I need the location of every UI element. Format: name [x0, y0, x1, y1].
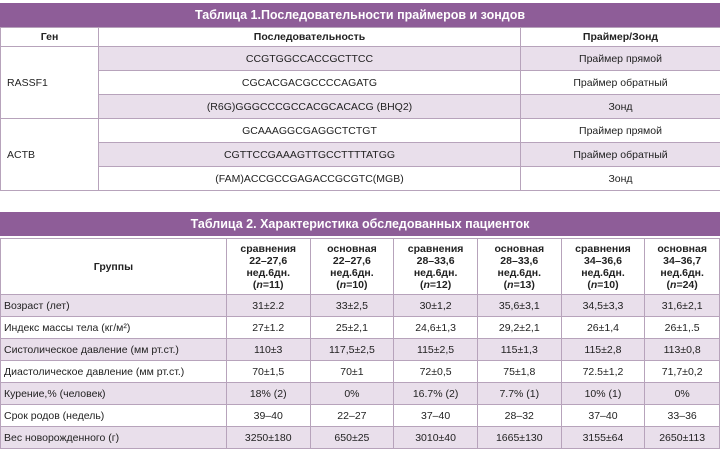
- value-cell: 33±2,5: [310, 295, 394, 317]
- type-cell: Праймер прямой: [521, 47, 720, 71]
- value-cell: 1665±130: [477, 427, 561, 449]
- row-label: Систолическое давление (мм рт.ст.): [1, 339, 227, 361]
- value-cell: 39–40: [226, 405, 310, 427]
- group-range: 28–33,6: [416, 254, 455, 267]
- value-cell: 10% (1): [561, 383, 645, 405]
- value-cell: 2650±113: [645, 427, 720, 449]
- value-cell: 31±2.2: [226, 295, 310, 317]
- value-cell: 71,7±0,2: [645, 361, 720, 383]
- group-range: 34–36,7: [663, 254, 702, 267]
- value-cell: 30±1,2: [394, 295, 478, 317]
- header-groups: Группы: [1, 239, 227, 295]
- table2-title: Таблица 2. Характеристика обследованных пациенток: [0, 212, 720, 236]
- type-cell: Праймер обратный: [521, 71, 720, 95]
- group-count-label: n: [670, 278, 677, 291]
- group-count-value: =10: [346, 278, 365, 291]
- type-cell: Праймер прямой: [521, 119, 720, 143]
- group-count-value: =11: [262, 278, 281, 291]
- sequence-cell: GCAAAGGCGAGGCTCTGT: [99, 119, 521, 143]
- group-name: основная: [657, 242, 707, 255]
- group-name: сравнения: [407, 242, 464, 255]
- row-label: Индекс массы тела (кг/м²): [1, 317, 227, 339]
- table2-header-row: [1, 239, 720, 295]
- value-cell: 3155±64: [561, 427, 645, 449]
- group-count-value: =13: [513, 278, 532, 291]
- value-cell: 0%: [310, 383, 394, 405]
- gene-name: ACTB: [1, 119, 99, 191]
- sequence-cell: CGCACGACGCCCCAGATG: [99, 71, 521, 95]
- table-row: [1, 427, 720, 449]
- value-cell: 37–40: [561, 405, 645, 427]
- table-row: [1, 361, 720, 383]
- group-count-label: n: [590, 278, 598, 291]
- value-cell: 16.7% (2): [394, 383, 478, 405]
- table-row: [1, 295, 720, 317]
- table1-title: Таблица 1.Последовательности праймеров и зондов: [0, 3, 720, 27]
- type-cell: Зонд: [521, 167, 720, 191]
- value-cell: 70±1,5: [226, 361, 310, 383]
- value-cell: 115±2,8: [561, 339, 645, 361]
- value-cell: 26±1,4: [561, 317, 645, 339]
- group-range: 34–36,6: [583, 254, 622, 267]
- group-count: (n=24): [666, 278, 698, 291]
- value-cell: 115±2,5: [394, 339, 478, 361]
- value-cell: 34,5±3,3: [561, 295, 645, 317]
- value-cell: 18% (2): [226, 383, 310, 405]
- value-cell: 115±1,3: [477, 339, 561, 361]
- group-unit: нед.6дн.: [330, 266, 374, 279]
- header-sequence: Последовательность: [99, 28, 521, 47]
- value-cell: 28–32: [477, 405, 561, 427]
- value-cell: 3250±180: [226, 427, 310, 449]
- value-cell: 72.5±1,2: [561, 361, 645, 383]
- value-cell: 117,5±2,5: [310, 339, 394, 361]
- group-column-header: [394, 239, 478, 295]
- value-cell: 26±1,.5: [645, 317, 720, 339]
- group-count-label: n: [507, 278, 514, 291]
- value-cell: 31,6±2,1: [645, 295, 720, 317]
- row-label: Вес новорожденного (г): [1, 427, 227, 449]
- group-range: 28–33,6: [500, 254, 539, 267]
- group-count-value: =12: [429, 278, 448, 291]
- group-unit: нед.6дн.: [660, 266, 704, 279]
- header-type: Праймер/Зонд: [521, 28, 720, 47]
- value-cell: 37–40: [394, 405, 478, 427]
- group-count-value: =10: [597, 278, 616, 291]
- sequence-cell: CCGTGGCCACCGCTTCC: [99, 47, 521, 71]
- group-range: 22–27,6: [332, 254, 371, 267]
- group-count-value: =24: [676, 278, 695, 291]
- group-count-label: n: [256, 278, 263, 291]
- group-count: (n=10): [587, 278, 619, 291]
- group-unit: нед.6дн.: [246, 266, 290, 279]
- group-name: сравнения: [575, 242, 631, 255]
- value-cell: 70±1: [310, 361, 394, 383]
- table-row: [1, 339, 720, 361]
- value-cell: 3010±40: [394, 427, 478, 449]
- type-cell: Зонд: [521, 95, 720, 119]
- group-range: 22–27,6: [249, 254, 288, 267]
- value-cell: 35,6±3,1: [477, 295, 561, 317]
- value-cell: 650±25: [310, 427, 394, 449]
- group-column-header: [226, 239, 310, 295]
- value-cell: 7.7% (1): [477, 383, 561, 405]
- primers-table: [0, 27, 720, 191]
- group-name: сравнения: [240, 242, 297, 255]
- group-unit: нед.6дн.: [581, 266, 625, 279]
- table1-header-row: [1, 28, 720, 47]
- value-cell: 113±0,8: [645, 339, 720, 361]
- group-unit: нед.6дн.: [413, 266, 458, 279]
- group-column-header: [645, 239, 720, 295]
- value-cell: 24,6±1,3: [394, 317, 478, 339]
- group-count-label: n: [339, 278, 347, 291]
- value-cell: 25±2,1: [310, 317, 394, 339]
- value-cell: 33–36: [645, 405, 720, 427]
- group-column-header: [310, 239, 394, 295]
- sequence-cell: CGTTCCGAAAGTTGCCTTTTATGG: [99, 143, 521, 167]
- value-cell: 110±3: [226, 339, 310, 361]
- type-cell: Праймер обратный: [521, 143, 720, 167]
- table-row: [1, 167, 720, 191]
- group-name: основная: [494, 242, 545, 255]
- value-cell: 27±1.2: [226, 317, 310, 339]
- table-row: [1, 383, 720, 405]
- table-row: [1, 405, 720, 427]
- group-column-header: [561, 239, 645, 295]
- table-row: [1, 47, 720, 71]
- header-gene: Ген: [1, 28, 99, 47]
- table-row: [1, 71, 720, 95]
- row-label: Срок родов (недель): [1, 405, 227, 427]
- sequence-cell: (FAM)ACCGCCGAGACCGCGTC(MGB): [99, 167, 521, 191]
- table-row: [1, 317, 720, 339]
- group-count: (n=11): [252, 278, 284, 291]
- value-cell: 72±0,5: [394, 361, 478, 383]
- gene-name: RASSF1: [1, 47, 99, 119]
- row-label: Возраст (лет): [1, 295, 227, 317]
- group-count-label: n: [423, 278, 430, 291]
- group-count: (n=13): [503, 278, 535, 291]
- value-cell: 0%: [645, 383, 720, 405]
- group-name: основная: [327, 242, 377, 255]
- group-count: (n=12): [419, 278, 452, 291]
- sequence-cell: (R6G)GGGCCCGCCACGCACACG (BHQ2): [99, 95, 521, 119]
- table-row: [1, 119, 720, 143]
- table-row: [1, 143, 720, 167]
- table-row: [1, 95, 720, 119]
- group-unit: нед.6дн.: [497, 266, 542, 279]
- group-count: (n=10): [336, 278, 368, 291]
- value-cell: 75±1,8: [477, 361, 561, 383]
- group-column-header: [477, 239, 561, 295]
- patients-table: [0, 238, 720, 449]
- value-cell: 22–27: [310, 405, 394, 427]
- row-label: Курение,% (человек): [1, 383, 227, 405]
- row-label: Диастолическое давление (мм рт.ст.): [1, 361, 227, 383]
- value-cell: 29,2±2,1: [477, 317, 561, 339]
